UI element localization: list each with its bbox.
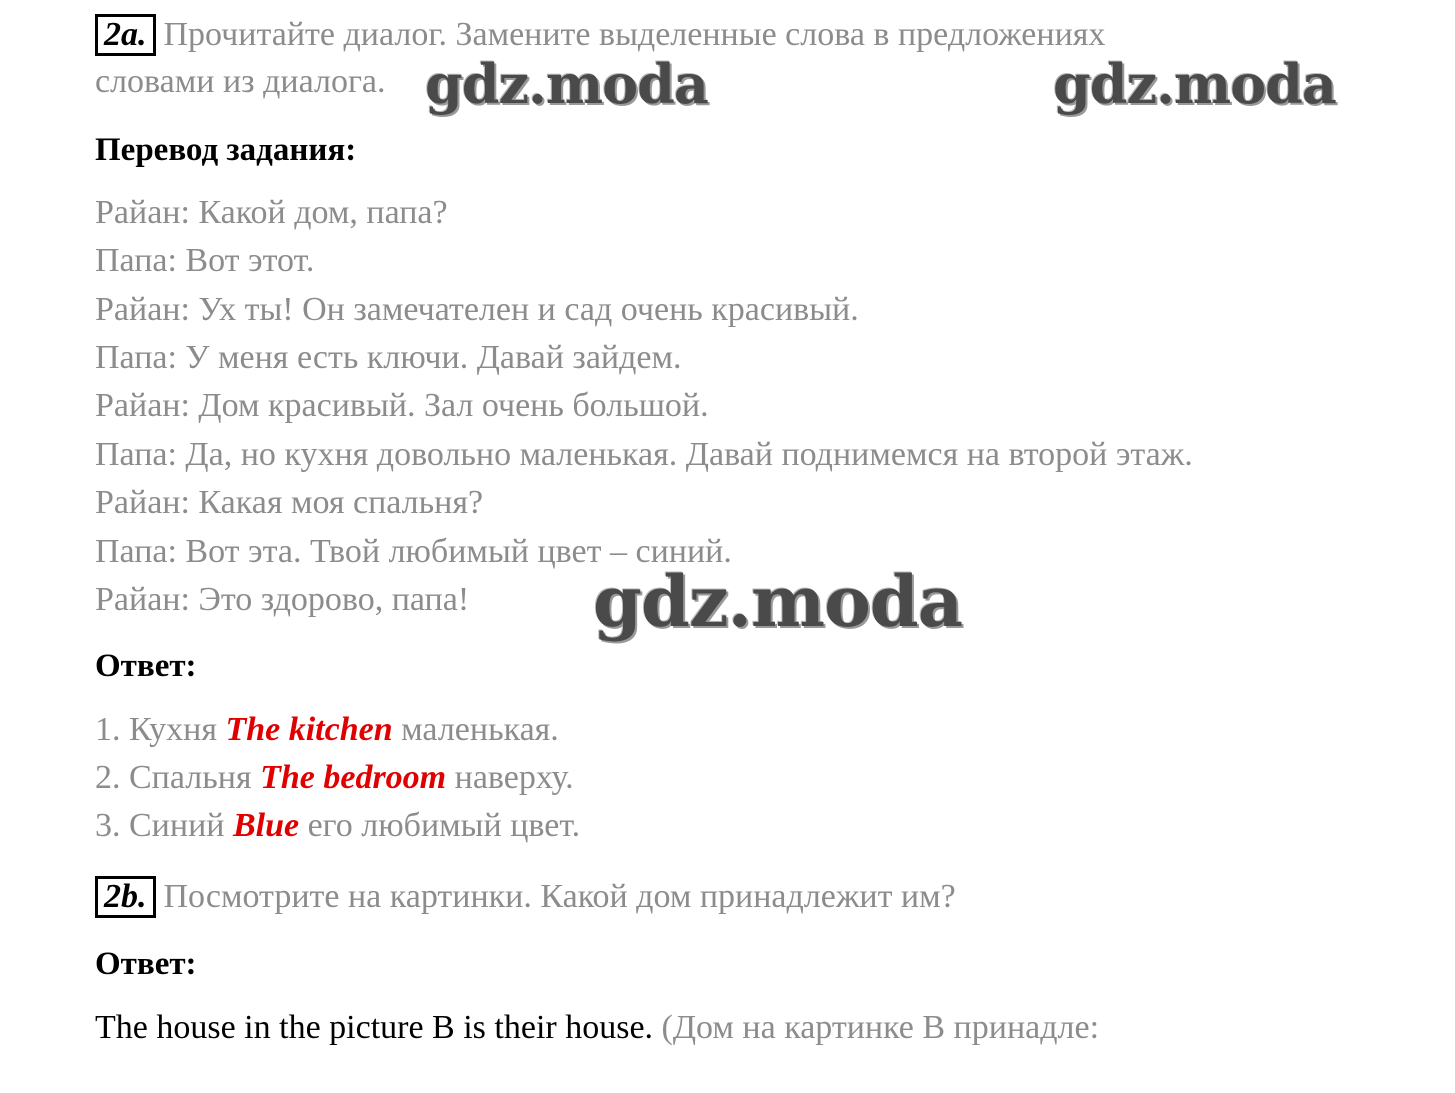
watermark: gdz.moda xyxy=(425,52,708,116)
answer-highlight: The bedroom xyxy=(260,759,447,796)
task-2a-instruction-1: Прочитайте диалог. Замените выделенные слова в предложениях xyxy=(163,16,1106,53)
dialog-line: Папа: У меня есть ключи. Давай зайдем. xyxy=(95,339,682,376)
task-2a-line1 xyxy=(95,14,1105,56)
final-answer-russian: (Дом на картинке В принадле: xyxy=(653,1009,1100,1046)
answer-text: наверху. xyxy=(446,759,574,796)
dialog-line: Райан: Дом красивый. Зал очень большой. xyxy=(95,387,709,424)
task-2a-line2: словами из диалога. xyxy=(95,63,386,100)
dialog-line: Райан: Какой дом, папа? xyxy=(95,194,448,231)
answer-text: его любимый цвет. xyxy=(299,807,581,844)
dialog-line: Райан: Какая моя спальня? xyxy=(95,484,484,521)
dialog-line: Папа: Вот этот. xyxy=(95,242,315,279)
answer-item-3 xyxy=(95,806,580,846)
dialog-line: Папа: Да, но кухня довольно маленькая. Давай поднимемся на второй этаж. xyxy=(95,436,1193,473)
answer-item-1 xyxy=(95,710,559,750)
answer-text: 1. Кухня xyxy=(95,711,226,748)
answer-text: 3. Синий xyxy=(95,807,233,844)
task-2a-number: 2a. xyxy=(95,14,156,56)
answer-text: 2. Спальня xyxy=(95,759,261,796)
answer-text: маленькая. xyxy=(392,711,559,748)
answer-heading-1: Ответ: xyxy=(95,648,197,684)
task-2b-number: 2b. xyxy=(95,876,156,918)
answer-highlight: Blue xyxy=(232,807,300,844)
dialog-line: Райан: Это здорово, папа! xyxy=(95,581,470,618)
task-2b-line xyxy=(95,876,956,918)
dialog-line: Райан: Ух ты! Он замечателен и сад очень красивый. xyxy=(95,291,859,328)
answer-item-2 xyxy=(95,758,574,798)
answer-highlight: The kitchen xyxy=(225,711,393,748)
watermark: gdz.moda xyxy=(593,560,963,643)
final-answer xyxy=(95,1008,1099,1048)
final-answer-english: The house in the picture B is their house. xyxy=(95,1009,654,1046)
translation-heading: Перевод задания: xyxy=(95,132,357,168)
answer-heading-2: Ответ: xyxy=(95,946,197,982)
task-2b-instruction: Посмотрите на картинки. Какой дом принадлежит им? xyxy=(163,878,956,915)
dialog-line: Папа: Вот эта. Твой любимый цвет – синий. xyxy=(95,533,732,570)
watermark: gdz.moda xyxy=(1053,52,1336,116)
